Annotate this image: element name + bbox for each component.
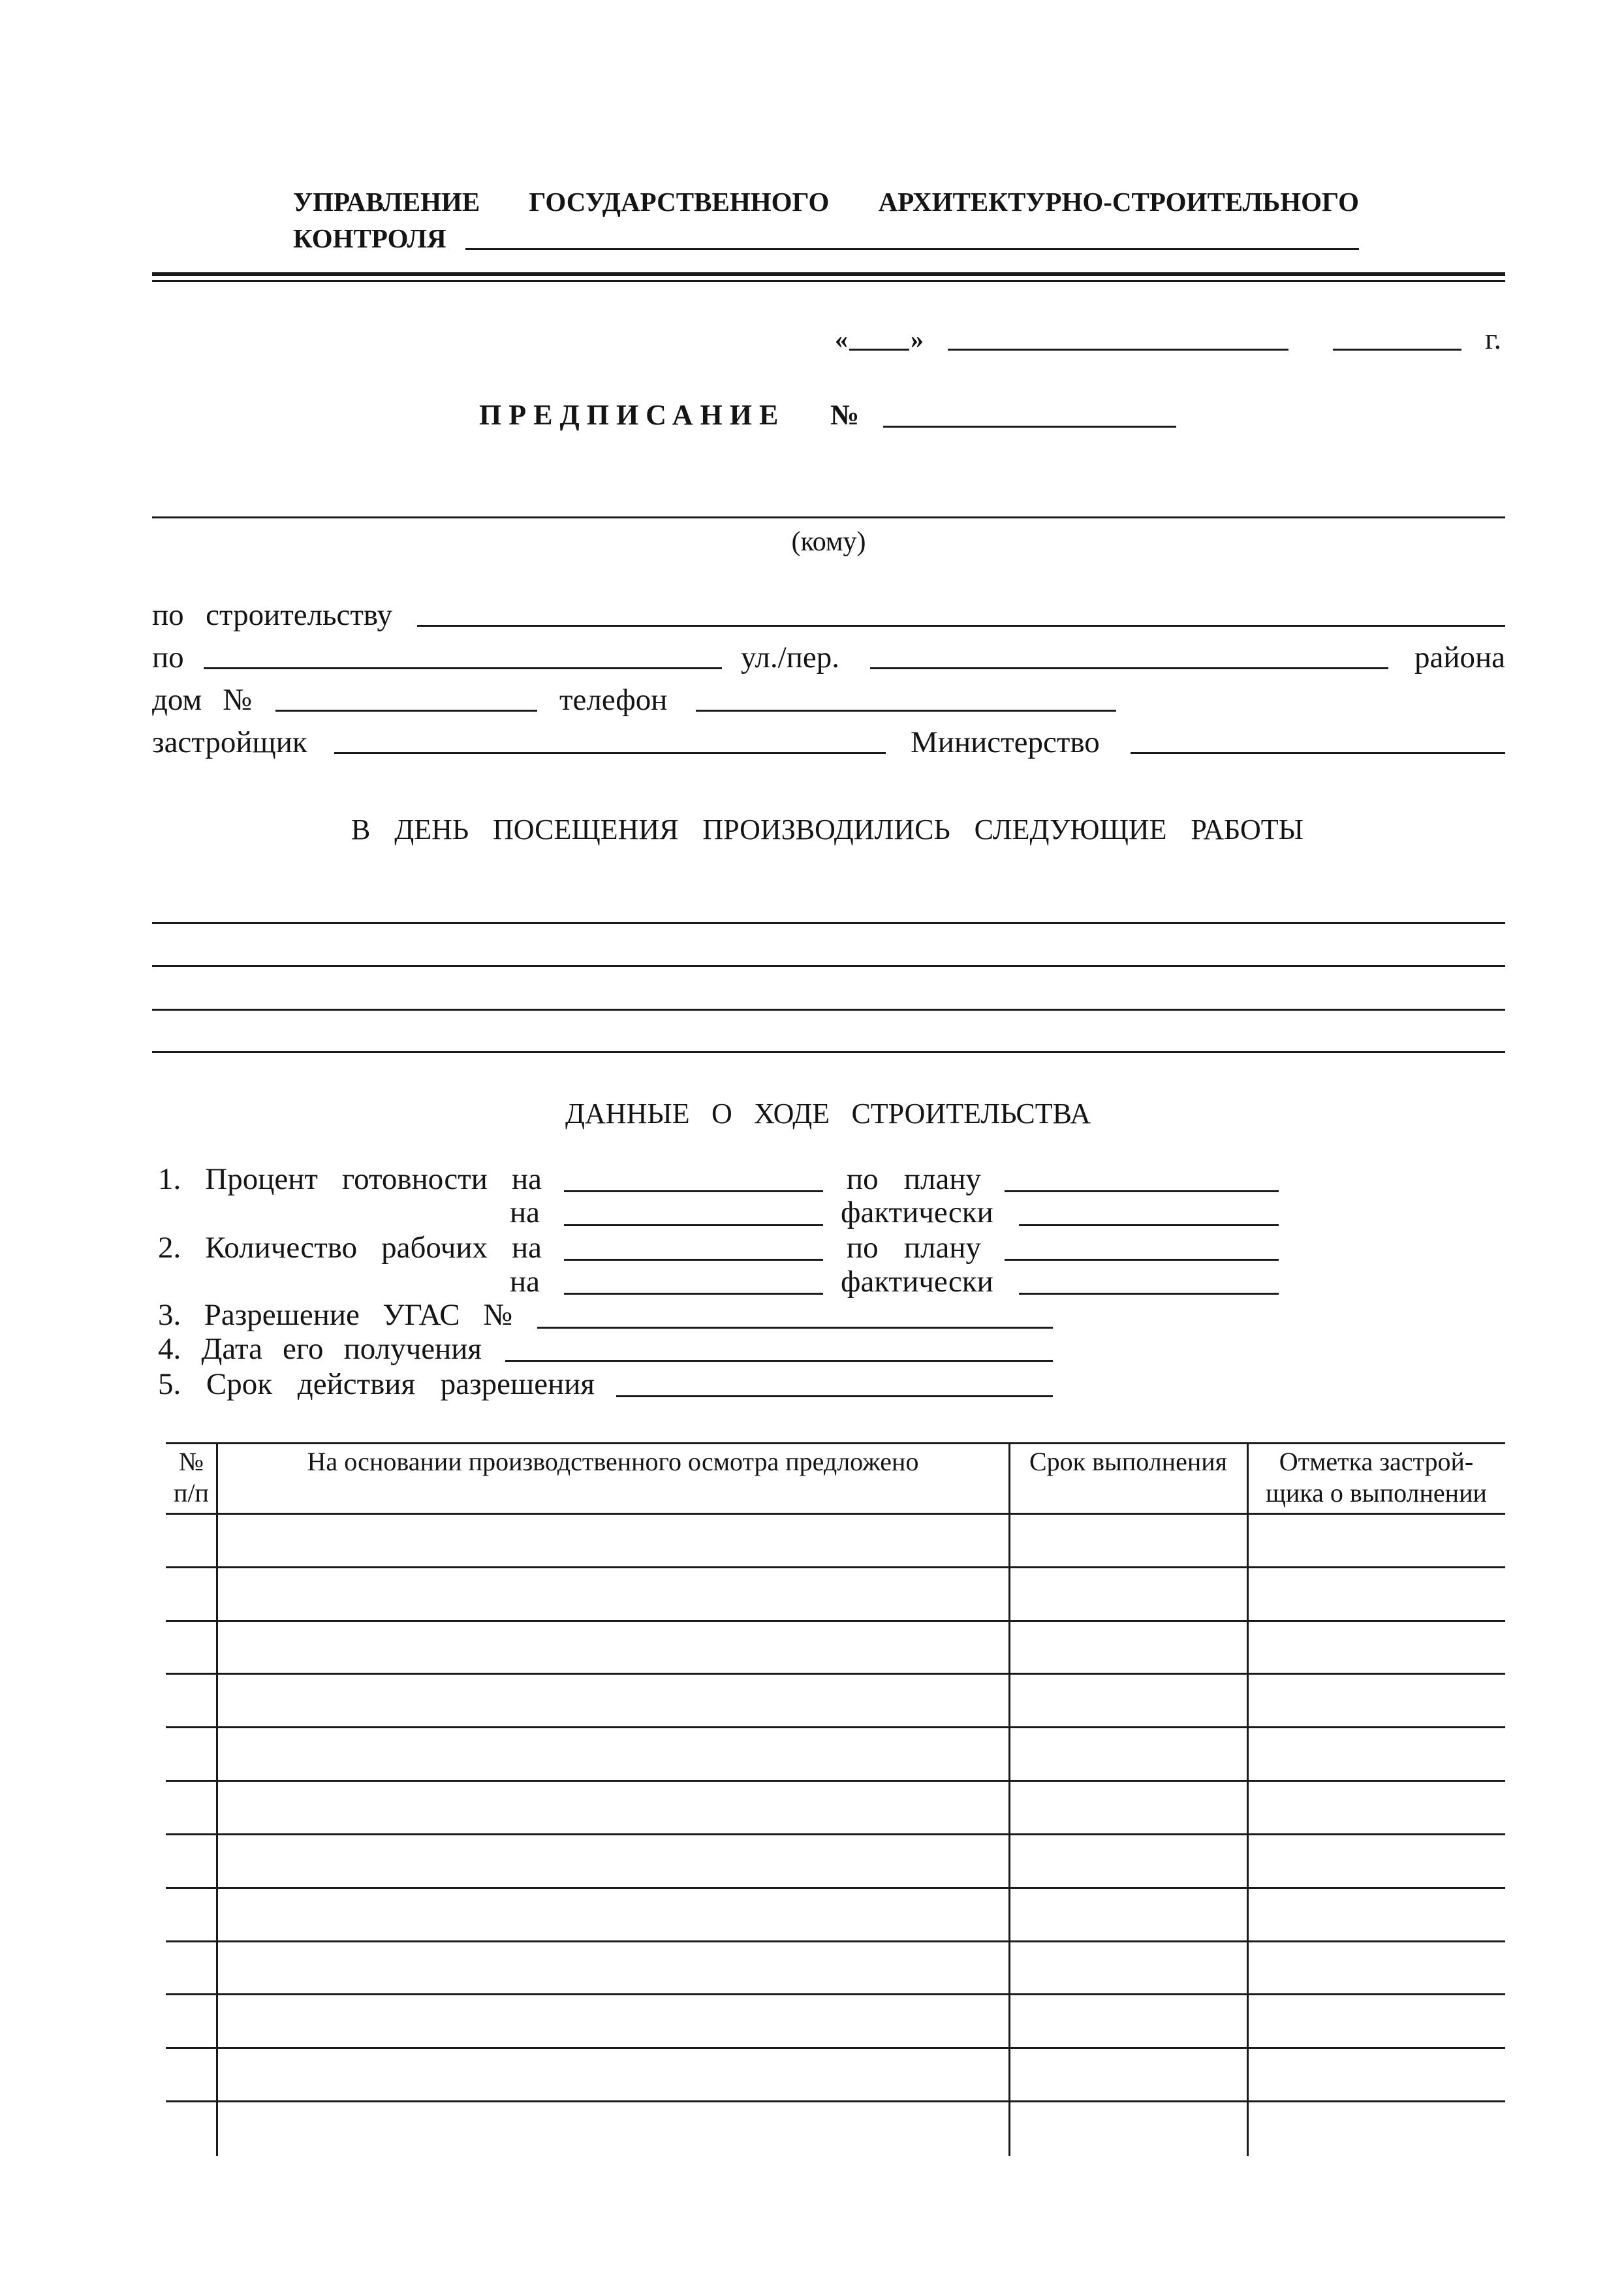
table-cell-proposal [217, 1835, 1009, 1887]
table-cell-mark [1247, 1728, 1505, 1780]
table-row [166, 1889, 1505, 1942]
workers-actual-date-line [564, 1293, 823, 1295]
table-cell-deadline [1009, 1782, 1247, 1833]
table-cell-mark [1247, 2102, 1505, 2156]
table-cell-mark [1247, 1675, 1505, 1727]
table-row [166, 1622, 1505, 1675]
construction-line [417, 625, 1505, 627]
table-row [166, 1675, 1505, 1729]
table-cell-proposal [217, 1889, 1009, 1940]
table-cell-number [166, 1515, 217, 1566]
table-cell-number [166, 2049, 217, 2100]
table-cell-number [166, 1942, 217, 1994]
workers-actual-label: фактически [841, 1265, 993, 1299]
workers-plan-date-line [564, 1259, 823, 1261]
po-line [204, 667, 722, 669]
table-cell-proposal [217, 1675, 1009, 1727]
works-heading: В ДЕНЬ ПОСЕЩЕНИЯ ПРОИЗВОДИЛИСЬ СЛЕДУЮЩИЕ РАБОТЫ [351, 814, 1304, 846]
table-cell-deadline [1009, 1728, 1247, 1780]
district-label: района [1414, 640, 1505, 674]
table-cell-number [166, 1889, 217, 1940]
table-cell-proposal [217, 1942, 1009, 1994]
table-cell-mark [1247, 1568, 1505, 1620]
agency-title-line1: УПРАВЛЕНИЕ ГОСУДАРСТВЕННОГО АРХИТЕКТУРНО-СТРОИТЕЛЬНОГО [293, 187, 1359, 217]
agency-title-line2: КОНТРОЛЯ [293, 223, 446, 253]
works-line [152, 922, 1505, 924]
permit-date-label: 4. Дата его получения [158, 1332, 482, 1366]
addressee-line [152, 516, 1505, 518]
table-cell-number [166, 1835, 217, 1887]
table-cell-mark [1247, 2049, 1505, 2100]
table-cell-mark [1247, 1889, 1505, 1940]
po-label: по [152, 640, 184, 674]
works-line [152, 1051, 1505, 1053]
table-cell-number [166, 1782, 217, 1833]
table-row [166, 2102, 1505, 2156]
date-month-line [948, 349, 1288, 351]
readiness-actual-value-line [1019, 1224, 1279, 1226]
date-day-line [849, 349, 909, 351]
table-cell-number [166, 1568, 217, 1620]
table-column-divider [1008, 1442, 1010, 2156]
house-label: дом № [152, 683, 252, 717]
col-mark-header-line2: щика о выполнении [1266, 1478, 1487, 1508]
table-cell-deadline [1009, 1996, 1247, 2048]
table-cell-mark [1247, 1996, 1505, 2048]
table-cell-deadline [1009, 1675, 1247, 1727]
header-rule-thick [152, 272, 1505, 276]
table-row [166, 1782, 1505, 1835]
progress-heading: ДАННЫЕ О ХОДЕ СТРОИТЕЛЬСТВА [565, 1098, 1091, 1130]
readiness-label: 1. Процент готовности на [158, 1162, 542, 1196]
developer-line [334, 752, 886, 754]
order-number-line [883, 426, 1176, 428]
col-mark-header-line1: Отметка застрой- [1279, 1447, 1474, 1476]
table-cell-deadline [1009, 1622, 1247, 1673]
works-line [152, 1009, 1505, 1011]
readiness-plan-value-line [1005, 1190, 1279, 1192]
construction-label: по строительству [152, 598, 392, 632]
table-cell-proposal [217, 1622, 1009, 1673]
table-cell-mark [1247, 1515, 1505, 1566]
table-row [166, 1515, 1505, 1568]
table-cell-proposal [217, 2049, 1009, 2100]
table-top-border [166, 1442, 1505, 1444]
street-line [870, 667, 1388, 669]
permit-line [537, 1327, 1053, 1329]
workers-second-on: на [510, 1265, 540, 1299]
table-cell-mark [1247, 1622, 1505, 1673]
order-number-sign: № [830, 399, 860, 431]
street-label: ул./пер. [741, 640, 839, 674]
table-cell-proposal [217, 2102, 1009, 2156]
table-row [166, 1835, 1505, 1889]
permit-term-label: 5. Срок действия разрешения [158, 1367, 595, 1401]
workers-label: 2. Количество рабочих на [158, 1231, 542, 1265]
col-proposal-header: На основании производственного осмотра предложено [307, 1447, 919, 1476]
table-cell-deadline [1009, 2049, 1247, 2100]
table-cell-deadline [1009, 1515, 1247, 1566]
col-deadline-header: Срок выполнения [1029, 1447, 1228, 1476]
workers-plan-label: по плану [847, 1231, 981, 1265]
table-cell-number [166, 1622, 217, 1673]
table-cell-proposal [217, 1996, 1009, 2048]
table-cell-number [166, 1996, 217, 2048]
permit-date-line [505, 1360, 1053, 1362]
col-number-header-line2: п/п [174, 1478, 209, 1508]
table-cell-deadline [1009, 2102, 1247, 2156]
table-cell-mark [1247, 1835, 1505, 1887]
col-number-header-line1: № [178, 1447, 204, 1476]
readiness-actual-date-line [564, 1224, 823, 1226]
table-cell-mark [1247, 1782, 1505, 1833]
date-close-quote: » [911, 324, 924, 354]
phone-line [696, 710, 1116, 712]
table-cell-deadline [1009, 1889, 1247, 1940]
works-line [152, 965, 1505, 967]
table-cell-number [166, 1728, 217, 1780]
addressee-caption: (кому) [791, 527, 866, 557]
readiness-second-on: на [510, 1195, 540, 1229]
permit-label: 3. Разрешение УГАС № [158, 1298, 512, 1332]
table-cell-proposal [217, 1515, 1009, 1566]
readiness-actual-label: фактически [841, 1195, 993, 1229]
table-row [166, 1568, 1505, 1622]
table-cell-number [166, 1675, 217, 1727]
workers-actual-value-line [1019, 1293, 1279, 1295]
phone-label: телефон [559, 683, 668, 717]
ministry-line [1131, 752, 1505, 754]
readiness-plan-label: по плану [847, 1162, 981, 1196]
table-cell-number [166, 2102, 217, 2156]
date-year-suffix: г. [1485, 322, 1502, 355]
table-row [166, 1942, 1505, 1996]
table-cell-proposal [217, 1782, 1009, 1833]
house-line [275, 710, 537, 712]
table-cell-proposal [217, 1728, 1009, 1780]
workers-plan-value-line [1005, 1259, 1279, 1261]
table-row [166, 2049, 1505, 2102]
date-open-quote: « [835, 324, 848, 354]
permit-term-line [616, 1395, 1053, 1397]
developer-label: застройщик [152, 725, 307, 759]
table-column-divider [216, 1442, 218, 2156]
table-cell-deadline [1009, 1942, 1247, 1994]
ministry-label: Министерство [911, 725, 1100, 759]
readiness-plan-date-line [564, 1190, 823, 1192]
table-cell-deadline [1009, 1835, 1247, 1887]
agency-name-line [465, 248, 1359, 250]
table-cell-deadline [1009, 1568, 1247, 1620]
header-rule-thin [152, 280, 1505, 282]
table-cell-mark [1247, 1942, 1505, 1994]
table-cell-proposal [217, 1568, 1009, 1620]
table-column-divider [1247, 1442, 1249, 2156]
date-year-line [1333, 349, 1461, 351]
order-title: ПРЕДПИСАНИЕ [479, 399, 786, 431]
table-row [166, 1728, 1505, 1782]
table-row [166, 1996, 1505, 2049]
